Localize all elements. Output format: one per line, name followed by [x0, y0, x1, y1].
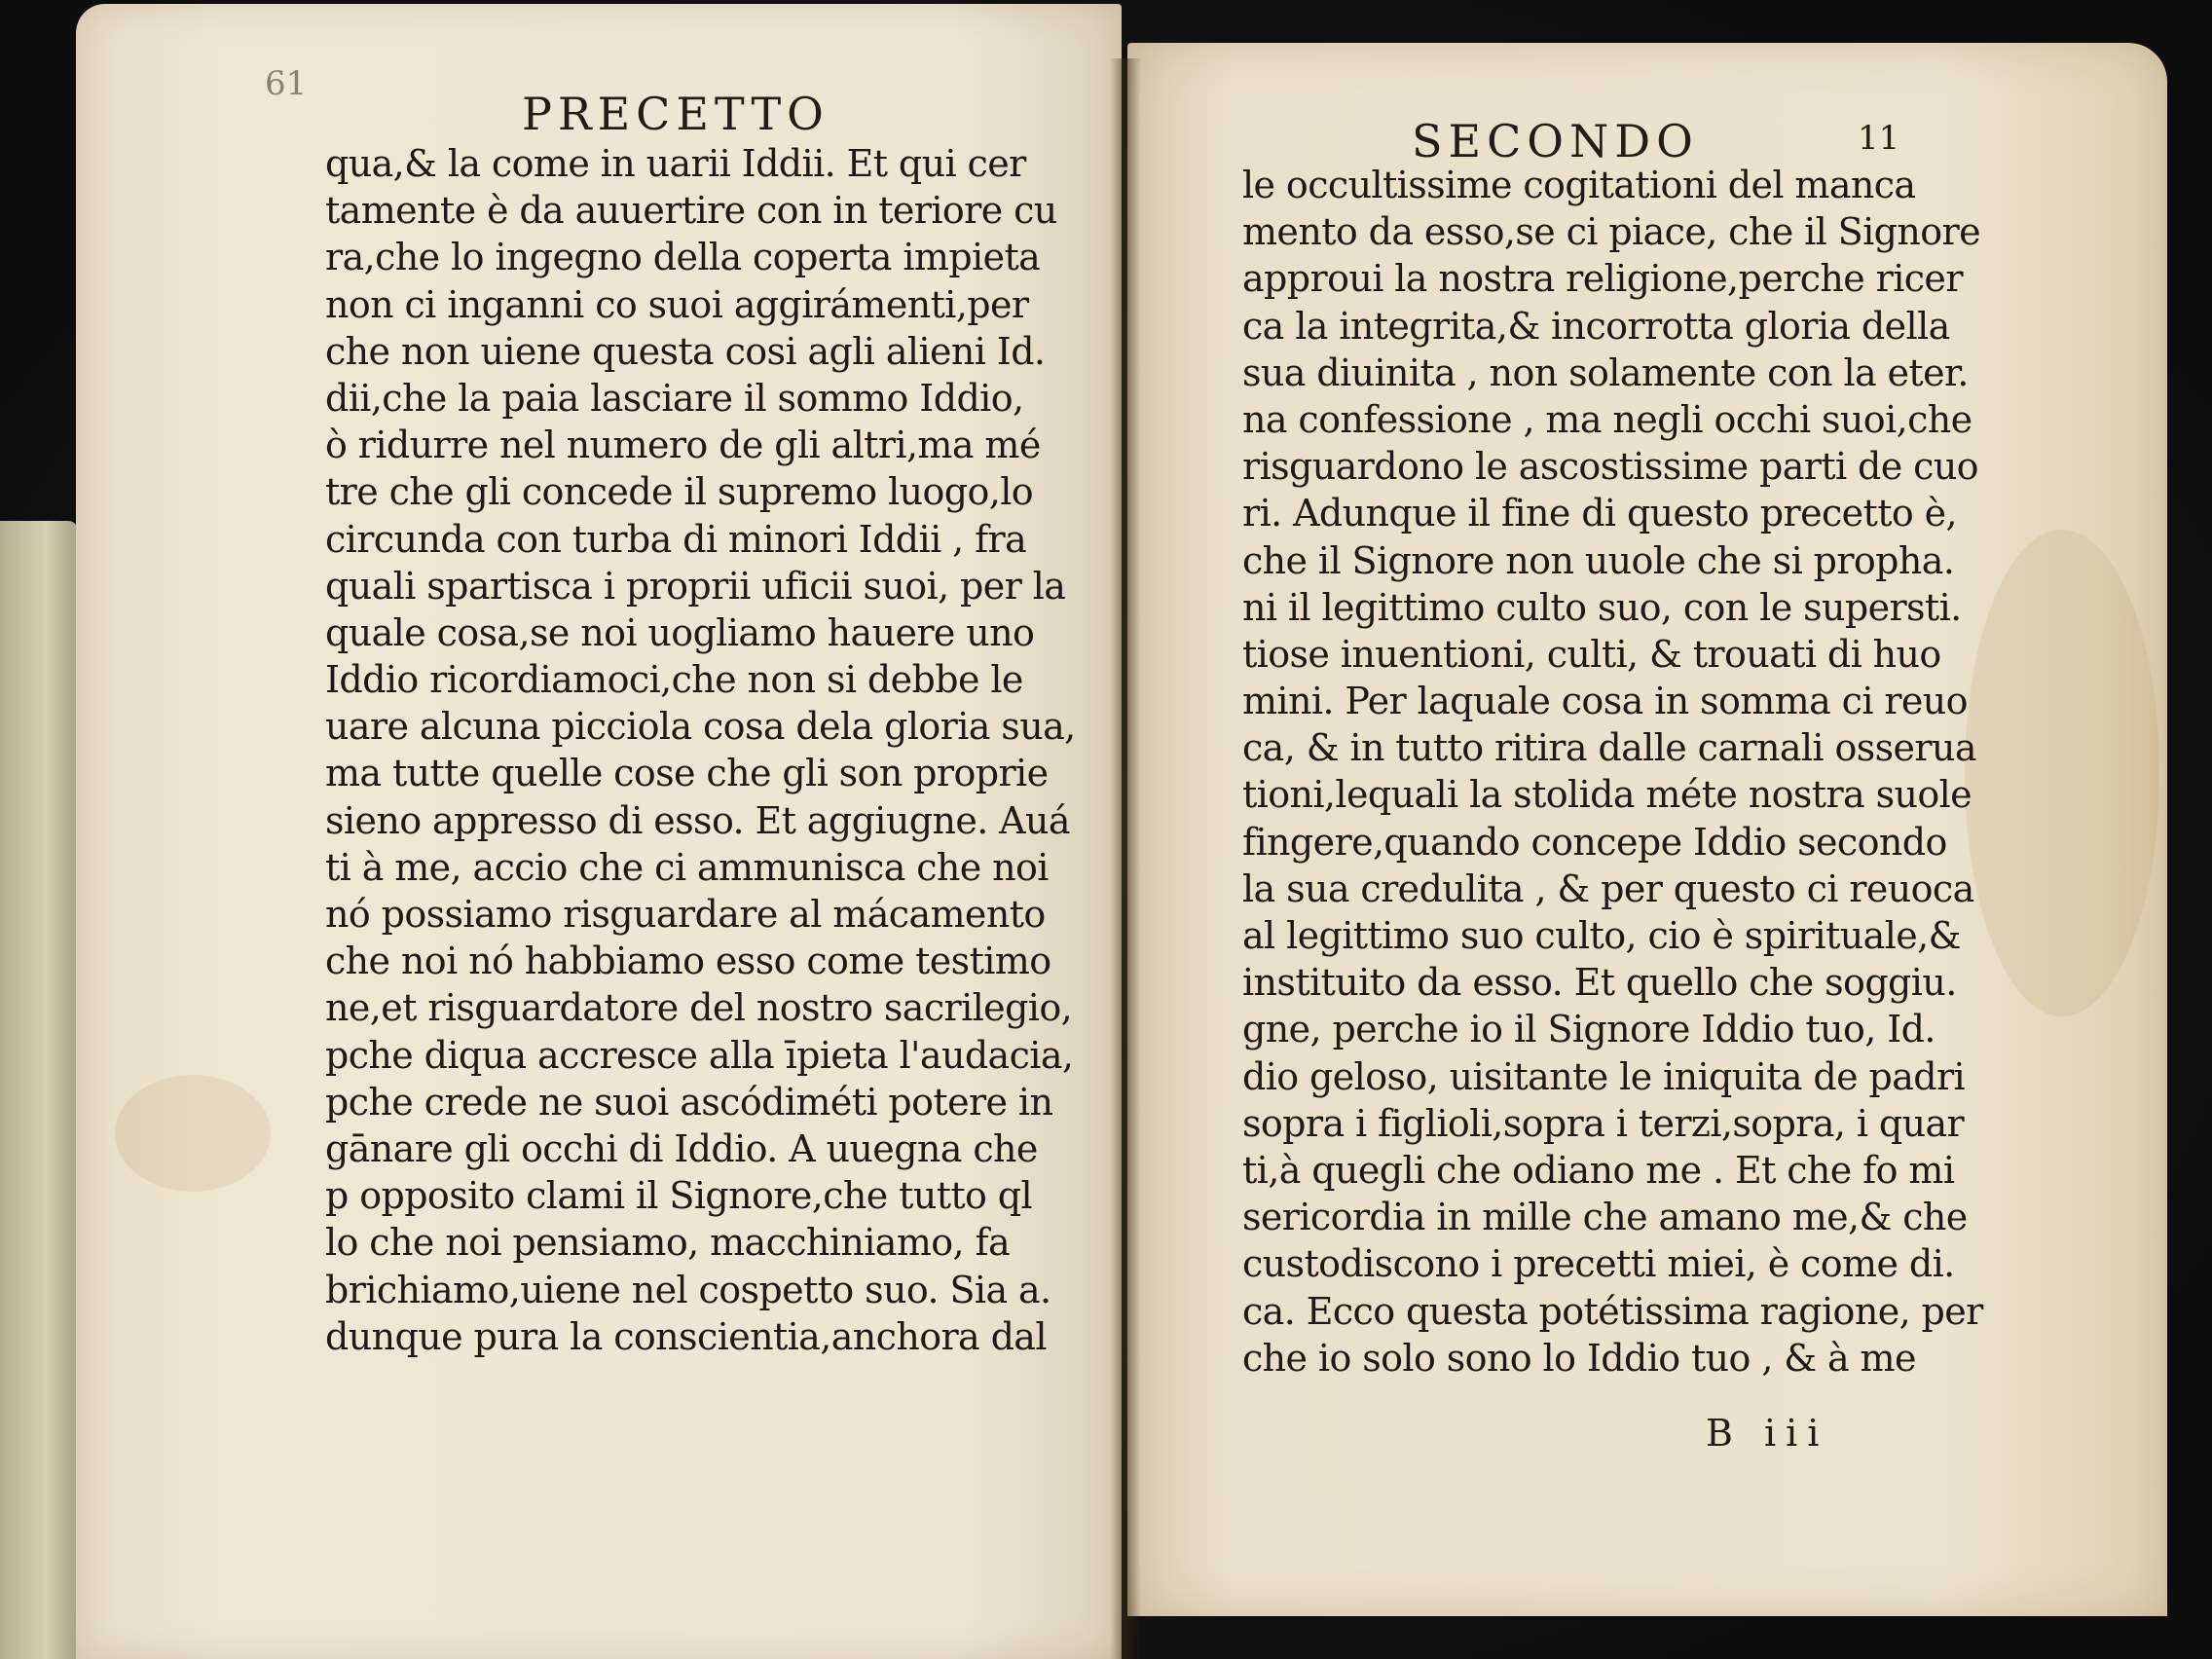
left-folio: 61 [265, 64, 308, 103]
text-line: ò ridurre nel numero de gli altri,ma mé [325, 424, 1041, 467]
signature-mark: B iii [1706, 1412, 1829, 1455]
text-line: pche diqua accresce alla īpieta l'audacia, [325, 1033, 1074, 1077]
text-line: tiose inuentioni, culti, & trouati di huo [1242, 632, 1941, 676]
text-line: mini. Per laquale cosa in somma ci reuo [1242, 680, 1968, 723]
text-line: instituito da esso. Et quello che soggiu. [1242, 961, 1957, 1005]
text-line: ma tutte quelle cose che gli son proprie [325, 752, 1049, 795]
text-line: che il Signore non uuole che si propha. [1242, 538, 1955, 582]
text-line: quale cosa,se noi uogliamo hauere uno [325, 610, 1035, 654]
text-line: la sua credulita , & per questo ci reuoca [1242, 866, 1974, 910]
text-line: non ci inganni co suoi aggirámenti,per [325, 282, 1029, 326]
text-line: mento da esso,se ci piace, che il Signore [1242, 210, 1980, 254]
text-line: Iddio ricordiamoci,che non si debbe le [325, 658, 1023, 702]
text-line: sericordia in mille che amano me,& che [1242, 1196, 1968, 1239]
text-line: ca la integrita,& incorrotta gloria della [1242, 304, 1950, 348]
paper-slip [0, 521, 78, 1659]
text-line: ni il legittimo culto suo, con le supersti. [1242, 585, 1962, 629]
left-page [76, 4, 1122, 1659]
text-line: approui la nostra religione,perche ricer [1242, 257, 1963, 301]
text-line: lo che noi pensiamo, macchiniamo, fa [325, 1221, 1011, 1265]
right-text-block [1242, 162, 2119, 1382]
text-line: fingere,quando concepe Iddio secondo [1242, 820, 1947, 864]
text-line: ri. Adunque il fine di questo precetto è, [1242, 492, 1957, 535]
text-line: le occultissime cogitationi del manca [1242, 164, 1916, 206]
text-line: ca. Ecco questa potétissima ragione, per [1242, 1289, 1983, 1333]
text-line: tioni,lequali la stolida méte nostra suole [1242, 773, 1972, 817]
text-line: na confessione , ma negli occhi suoi,che [1242, 397, 1972, 441]
text-line: ti,à quegli che odiano me . Et che fo mi [1242, 1148, 1955, 1192]
text-line: gānare gli occhi di Iddio. A uuegna che [325, 1126, 1038, 1170]
text-line: sopra i figlioli,sopra i terzi,sopra, i quar [1242, 1101, 1965, 1145]
text-line: che io solo sono lo Iddio tuo , & à me [1242, 1336, 1916, 1380]
right-folio: 11 [1858, 119, 1900, 158]
text-line: ca, & in tutto ritira dalle carnali osserua [1242, 726, 1976, 770]
right-page [1127, 43, 2167, 1616]
text-line: dii,che la paia lasciare il sommo Iddio, [325, 376, 1024, 420]
text-line: ti à me, accio che ci ammunisca che noi [325, 845, 1049, 889]
text-line: uare alcuna picciola cosa dela gloria sua, [325, 705, 1076, 749]
text-line: sua diuinita , non solamente con la eter. [1242, 350, 1969, 394]
text-line: dunque pura la conscientia,anchora dal [325, 1314, 1047, 1358]
text-line: brichiamo,uiene nel cospetto suo. Sia a. [325, 1268, 1051, 1311]
text-line: ne,et risguardatore del nostro sacrilegio, [325, 986, 1073, 1030]
text-line: che noi nó habbiamo esso come testimo [325, 940, 1051, 983]
foxing-stain [115, 1075, 271, 1192]
text-line: al legittimo suo culto, cio è spirituale,& [1242, 914, 1961, 957]
text-line: p opposito clami il Signore,che tutto ql [325, 1174, 1033, 1218]
left-running-head: PRECETTO [522, 88, 830, 140]
text-line: circunda con turba di minori Iddii , fra [325, 517, 1027, 561]
text-line: tamente è da auuertire con in teriore cu [325, 189, 1057, 233]
text-line: qua,& la come in uarii Iddii. Et qui cer [325, 142, 1026, 185]
book-gutter [1110, 58, 1141, 1659]
text-line: quali spartisca i proprii uficii suoi, per la [325, 564, 1066, 608]
left-text-block [325, 140, 1122, 1360]
text-line: nó possiamo risguardare al mácamento [325, 893, 1046, 936]
text-line: gne, perche io il Signore Iddio tuo, Id. [1242, 1008, 1936, 1051]
text-line: che non uiene questa cosi agli alieni Id. [325, 329, 1046, 373]
right-running-head: SECONDO [1412, 115, 1699, 167]
text-line: sieno appresso di esso. Et aggiugne. Auá [325, 798, 1070, 842]
text-line: custodiscono i precetti miei, è come di. [1242, 1242, 1955, 1286]
text-line: dio geloso, uisitante le iniquita de padri [1242, 1054, 1966, 1098]
text-line: risguardono le ascostissime parti de cuo [1242, 445, 1978, 489]
text-line: tre che gli concede il supremo luogo,lo [325, 470, 1034, 514]
text-line: pche crede ne suoi ascódiméti potere in [325, 1080, 1053, 1124]
text-line: ra,che lo ingegno della coperta impieta [325, 236, 1041, 279]
